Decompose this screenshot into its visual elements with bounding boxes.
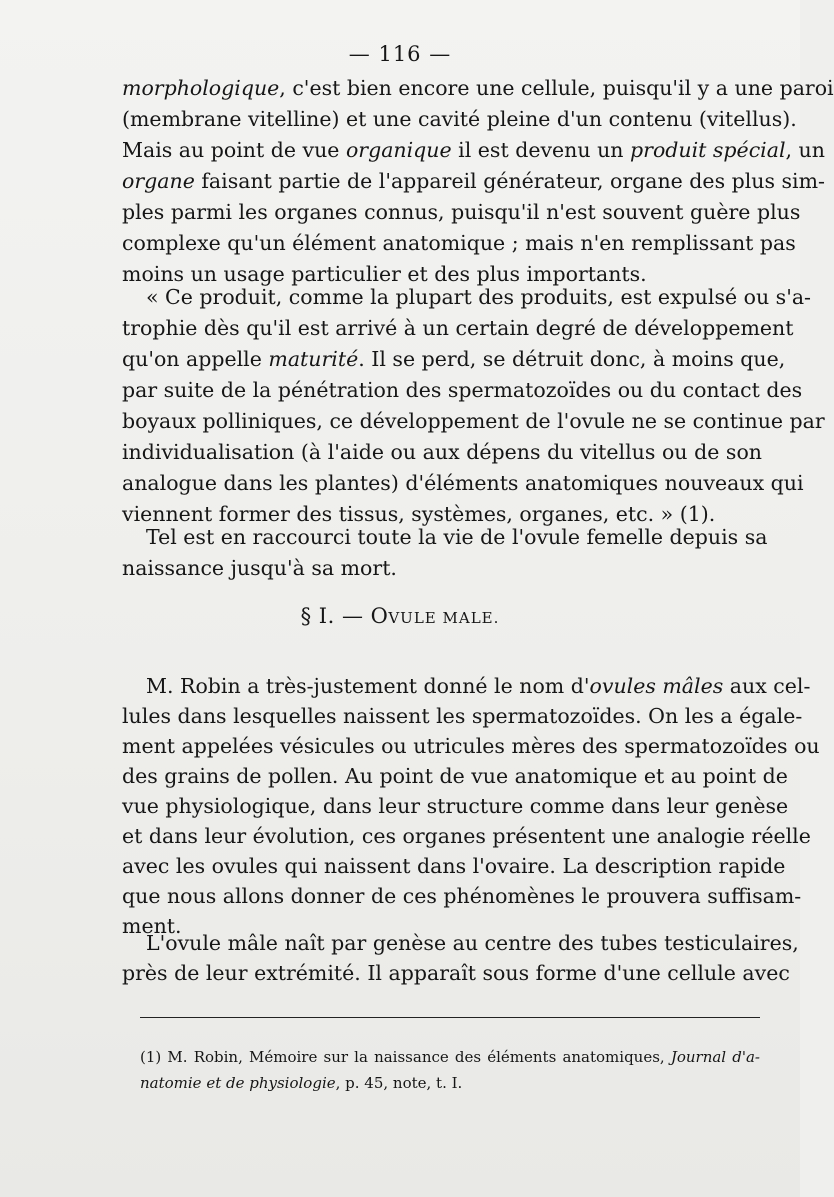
italic-term: ovules mâles [589, 674, 724, 698]
footnote-line [140, 1070, 760, 1096]
italic-term: organe [122, 169, 195, 193]
text-line [122, 135, 825, 165]
text-line [122, 671, 811, 701]
section-number: § I. — O [300, 604, 389, 628]
text-run: . Il se perd, se détruit donc, à moins que, [358, 347, 786, 371]
text-run: Mais au point de vue [122, 138, 346, 162]
text-line: ment appelées vésicules ou utricules mères des spermatozoïdes ou [122, 734, 820, 758]
italic-term: organique [345, 138, 452, 162]
text-line: viennent former des tissus, systèmes, organes, etc. » (1). [122, 502, 716, 526]
text-line: lules dans lesquelles naissent les spermatozoïdes. On les a égale- [122, 704, 803, 728]
text-run: , p. 45, note, t. I. [335, 1074, 463, 1092]
text-line: Tel est en raccourci toute la vie de l'ovule femelle depuis sa [146, 525, 768, 549]
text-line: des grains de pollen. Au point de vue anatomique et au point de [122, 764, 788, 788]
section-heading [0, 604, 800, 628]
text-line: analogue dans les plantes) d'éléments anatomiques nouveaux qui [122, 471, 804, 495]
text-run: complexe qu'un élément anatomique ; mais n'en remplissant pas [122, 231, 796, 255]
text-line: « Ce produit, comme la plupart des produits, est expulsé ou s'a- [146, 285, 811, 309]
text-line [122, 344, 786, 374]
text-line: boyaux polliniques, ce développement de l'ovule ne se continue par [122, 409, 825, 433]
text-line [122, 73, 834, 103]
page-number: — 116 — [348, 42, 452, 66]
italic-term: produit spécial [630, 138, 786, 162]
text-run: , un [785, 138, 825, 162]
text-line [122, 228, 796, 258]
italic-term: morphologique [122, 76, 280, 100]
italic-term: natomie et de physiologie [140, 1074, 336, 1092]
footnote-line [140, 1044, 760, 1070]
text-line: que nous allons donner de ces phénomènes le prouvera suffisam- [122, 884, 802, 908]
italic-term: maturité [268, 347, 359, 371]
text-line: ment. [122, 914, 182, 938]
section-title: VULE MALE. [388, 609, 500, 627]
text-line: et dans leur évolution, ces organes présentent une analogie réelle [122, 824, 811, 848]
text-run: aux cel- [723, 674, 811, 698]
italic-term: Journal d'a- [670, 1048, 760, 1066]
text-line: vue physiologique, dans leur structure comme dans leur genèse [122, 794, 789, 818]
text-line [122, 197, 801, 227]
text-run: (1) M. Robin, Mémoire sur la naissance des éléments anatomiques, [140, 1048, 671, 1066]
text-run: il est devenu un [451, 138, 631, 162]
text-line: L'ovule mâle naît par genèse au centre des tubes testiculaires, [146, 931, 799, 955]
text-line [122, 104, 797, 134]
text-run: ples parmi les organes connus, puisqu'il n'est souvent guère plus [122, 200, 801, 224]
text-line: avec les ovules qui naissent dans l'ovaire. La description rapide [122, 854, 786, 878]
footnote-rule [140, 1017, 760, 1018]
text-line: trophie dès qu'il est arrivé à un certain degré de développement [122, 316, 794, 340]
text-run: (membrane vitelline) et une cavité pleine d'un contenu (vitellus). [122, 107, 797, 131]
text-line: près de leur extrémité. Il apparaît sous forme d'une cellule avec [122, 961, 790, 985]
text-line: par suite de la pénétration des spermatozoïdes ou du contact des [122, 378, 803, 402]
text-run: faisant partie de l'appareil générateur, organe des plus sim- [194, 169, 825, 193]
text-line [122, 166, 825, 196]
footnote [140, 1044, 760, 1096]
text-run: moins un usage particulier et des plus importants. [122, 262, 647, 286]
text-line: naissance jusqu'à sa mort. [122, 556, 397, 580]
text-line: individualisation (à l'aide ou aux dépens du vitellus ou de son [122, 440, 762, 464]
text-run: M. Robin a très-justement donné le nom d' [146, 674, 590, 698]
text-run: qu'on appelle [122, 347, 269, 371]
text-run: , c'est bien encore une cellule, puisqu'il y a une paroi [279, 76, 834, 100]
